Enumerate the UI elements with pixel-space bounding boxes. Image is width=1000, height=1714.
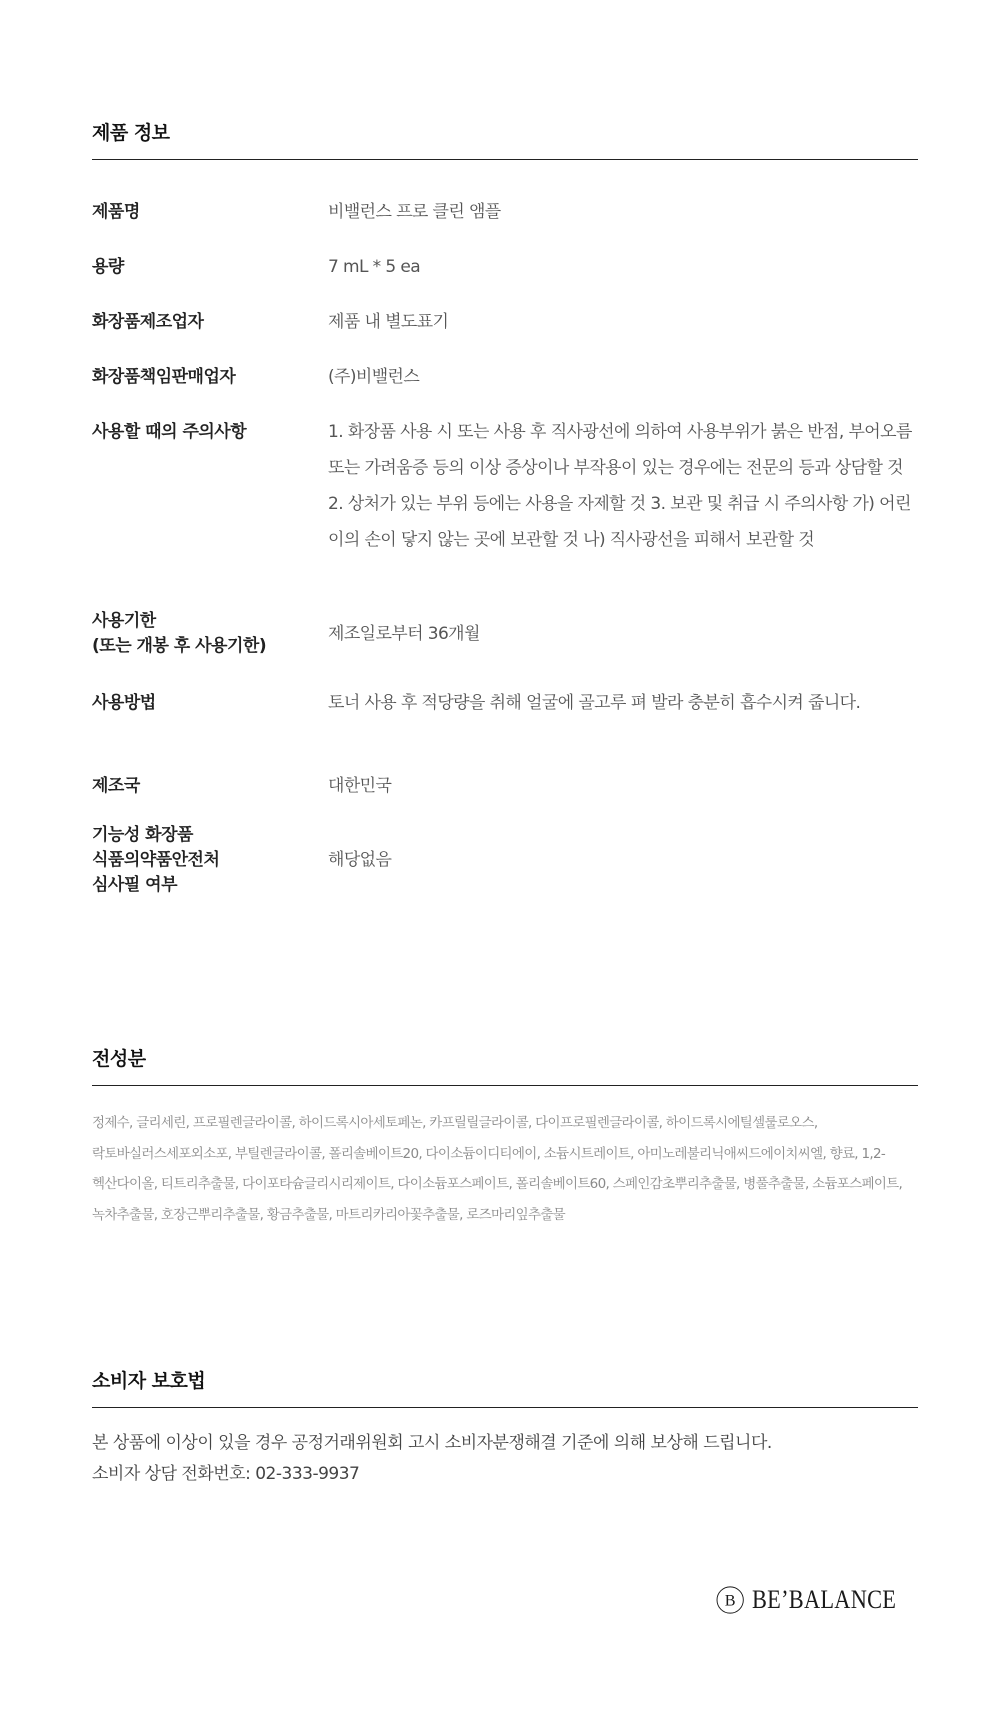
info-value: 대한민국 <box>328 776 392 796</box>
info-label: 화장품책임판매업자 <box>92 367 236 387</box>
brand-logo <box>716 1576 920 1624</box>
info-row-origin <box>92 774 918 799</box>
consumer-phone: 소비자 상담 전화번호: 02-333-9937 <box>92 1464 360 1484</box>
brand-mark-letter: B <box>724 1592 736 1610</box>
info-label: 사용방법 <box>92 693 156 713</box>
info-row-manufacturer <box>92 310 918 335</box>
consumer-protection-title: 소비자 보호법 <box>92 1366 918 1408</box>
info-label: 제품명 <box>92 202 140 222</box>
info-label: 사용할 때의 주의사항 <box>92 422 247 442</box>
consumer-protection-text <box>92 1428 918 1490</box>
info-value: 제품 내 별도표기 <box>328 312 449 332</box>
info-row-product-name <box>92 200 918 225</box>
info-value: 제조일로부터 36개월 <box>328 623 480 644</box>
ingredients-section <box>92 1044 918 1230</box>
info-label: 용량 <box>92 257 124 277</box>
info-value: (주)비밸런스 <box>328 367 420 387</box>
consumer-protection-section <box>92 1366 918 1490</box>
info-row-seller <box>92 365 918 390</box>
info-label: 기능성 화장품 식품의약품안전처 심사필 여부 <box>92 825 220 895</box>
brand-mark-icon <box>716 1579 744 1621</box>
info-value: 해당없음 <box>328 850 392 870</box>
info-label: 사용기한 (또는 개봉 후 사용기한) <box>92 611 267 656</box>
consumer-notice: 본 상품에 이상이 있을 경우 공정거래위원회 고시 소비자분쟁해결 기준에 의해 보상해 드립니다. <box>92 1433 772 1453</box>
ingredients-title: 전성분 <box>92 1044 918 1086</box>
ingredients-list: 정제수, 글리세린, 프로필렌글라이콜, 하이드록시아세토페논, 카프릴릴글라이콜, 다이프로필렌글라이콜, 하이드록시에틸셀룰로오스, 락토바실러스세포외소포, 부틸렌글라이콜, 폴리솔베이트20, 다이소듐이디티에이, 소듐시트레이트, 아미노레불리닉애씨드에이치씨엘, 향료, 1,2-헥산다이올, 티트리추출물, 다이포타슘글리시리제이트, 다이소듐포스페이트, 폴리솔베이트60, 스페인감초뿌리추출물, 병풀추출물, 소듐포스페이트, 녹차추출물, 호장근뿌리추출물, 황금추출물, 마트리카리아꽃추출물, 로즈마리잎추출물 <box>92 1115 903 1223</box>
info-label: 제조국 <box>92 776 140 796</box>
info-value: 1. 화장품 사용 시 또는 사용 후 직사광선에 의하여 사용부위가 붉은 반점, 부어오름 또는 가려움증 등의 이상 증상이나 부작용이 있는 경우에는 전문의 등과 상담할 것 2. 상처가 있는 부위 등에는 사용을 자제할 것 3. 보관 및 취급 시 주의사항 가) 어린이의 손이 닿지 않는 곳에 보관할 것 나) 직사광선을 피해서 보관할 것 <box>328 422 912 550</box>
info-value: 비밸런스 프로 클린 앰플 <box>328 202 501 222</box>
info-row-usage <box>92 691 918 716</box>
info-label: 화장품제조업자 <box>92 312 204 332</box>
product-info-title: 제품 정보 <box>92 118 918 160</box>
info-value: 7 mL * 5 ea <box>328 257 421 277</box>
info-row-volume <box>92 255 918 280</box>
info-row-expiry <box>92 609 918 659</box>
brand-wordmark: BE’BALANCE <box>752 1585 897 1614</box>
info-value: 토너 사용 후 적당량을 취해 얼굴에 골고루 펴 발라 충분히 흡수시켜 줍니다. <box>328 693 861 713</box>
product-info-section <box>92 118 918 895</box>
info-row-precautions <box>92 414 918 558</box>
info-row-functional <box>92 823 918 898</box>
